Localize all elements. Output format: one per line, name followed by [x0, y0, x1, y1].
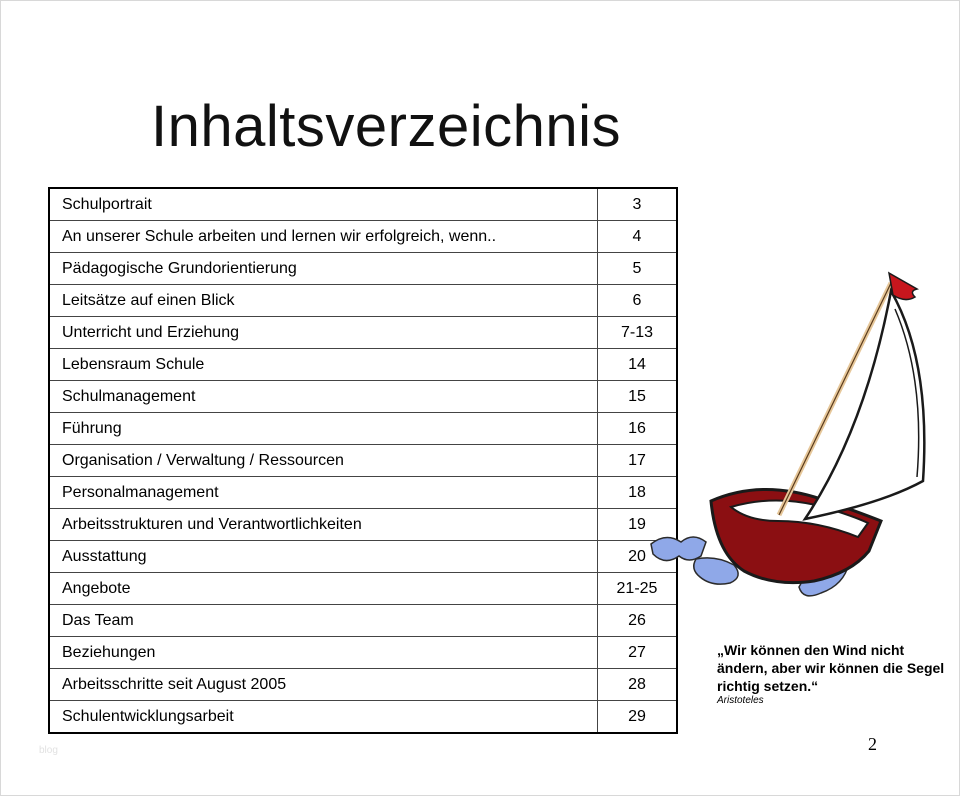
toc-entry-label: Arbeitsschritte seit August 2005	[49, 669, 598, 701]
toc-row	[49, 253, 677, 285]
toc-entry-page: 21-25	[598, 573, 678, 605]
toc-row	[49, 477, 677, 509]
toc-row	[49, 701, 677, 734]
toc-row	[49, 669, 677, 701]
toc-row	[49, 413, 677, 445]
watermark: blog	[39, 745, 58, 756]
toc-entry-page: 15	[598, 381, 678, 413]
toc-row	[49, 541, 677, 573]
toc-row	[49, 349, 677, 381]
toc-entry-label: Organisation / Verwaltung / Ressourcen	[49, 445, 598, 477]
toc-entry-page: 17	[598, 445, 678, 477]
toc-entry-label: Das Team	[49, 605, 598, 637]
toc-entry-page: 3	[598, 188, 678, 221]
slide-title: Inhaltsverzeichnis	[151, 94, 621, 159]
toc-row	[49, 605, 677, 637]
toc-entry-page: 6	[598, 285, 678, 317]
toc-row	[49, 221, 677, 253]
toc-entry-label: Beziehungen	[49, 637, 598, 669]
toc-entry-page: 16	[598, 413, 678, 445]
toc-entry-label: Leitsätze auf einen Blick	[49, 285, 598, 317]
toc-table	[48, 187, 678, 734]
toc-row	[49, 637, 677, 669]
toc-row	[49, 285, 677, 317]
water-splash-left	[651, 537, 706, 561]
quote-block	[717, 641, 947, 707]
toc-entry-label: Pädagogische Grundorientierung	[49, 253, 598, 285]
toc-entry-label: Schulportrait	[49, 188, 598, 221]
toc-entry-page: 20	[598, 541, 678, 573]
toc-entry-page: 29	[598, 701, 678, 734]
toc-row	[49, 445, 677, 477]
toc-entry-label: Lebensraum Schule	[49, 349, 598, 381]
toc-entry-label: An unserer Schule arbeiten und lernen wir erfolgreich, wenn..	[49, 221, 598, 253]
toc-entry-page: 18	[598, 477, 678, 509]
toc-entry-page: 28	[598, 669, 678, 701]
toc-entry-label: Ausstattung	[49, 541, 598, 573]
toc-entry-label: Schulmanagement	[49, 381, 598, 413]
toc-row	[49, 381, 677, 413]
toc-entry-page: 14	[598, 349, 678, 381]
toc-entry-page: 19	[598, 509, 678, 541]
toc-entry-label: Führung	[49, 413, 598, 445]
toc-entry-page: 7-13	[598, 317, 678, 349]
toc-row	[49, 509, 677, 541]
toc-body	[49, 188, 677, 733]
toc-row	[49, 188, 677, 221]
boat-flag	[889, 273, 917, 300]
toc-entry-label: Personalmanagement	[49, 477, 598, 509]
toc-entry-page: 4	[598, 221, 678, 253]
toc-entry-label: Angebote	[49, 573, 598, 605]
page-number: 2	[868, 734, 877, 754]
quote-text: „Wir können den Wind nicht ändern, aber wir können die Segel richtig setzen.“	[717, 642, 945, 694]
boat-sail	[805, 291, 924, 519]
toc-entry-page: 26	[598, 605, 678, 637]
toc-entry-page: 5	[598, 253, 678, 285]
toc-entry-label: Arbeitsstrukturen und Verantwortlichkeiten	[49, 509, 598, 541]
toc-row	[49, 317, 677, 349]
toc-entry-page: 27	[598, 637, 678, 669]
sailboat-illustration	[641, 269, 941, 609]
toc-row	[49, 573, 677, 605]
toc-entry-label: Unterricht und Erziehung	[49, 317, 598, 349]
toc-entry-label: Schulentwicklungsarbeit	[49, 701, 598, 734]
quote-author: Aristoteles	[717, 695, 764, 706]
